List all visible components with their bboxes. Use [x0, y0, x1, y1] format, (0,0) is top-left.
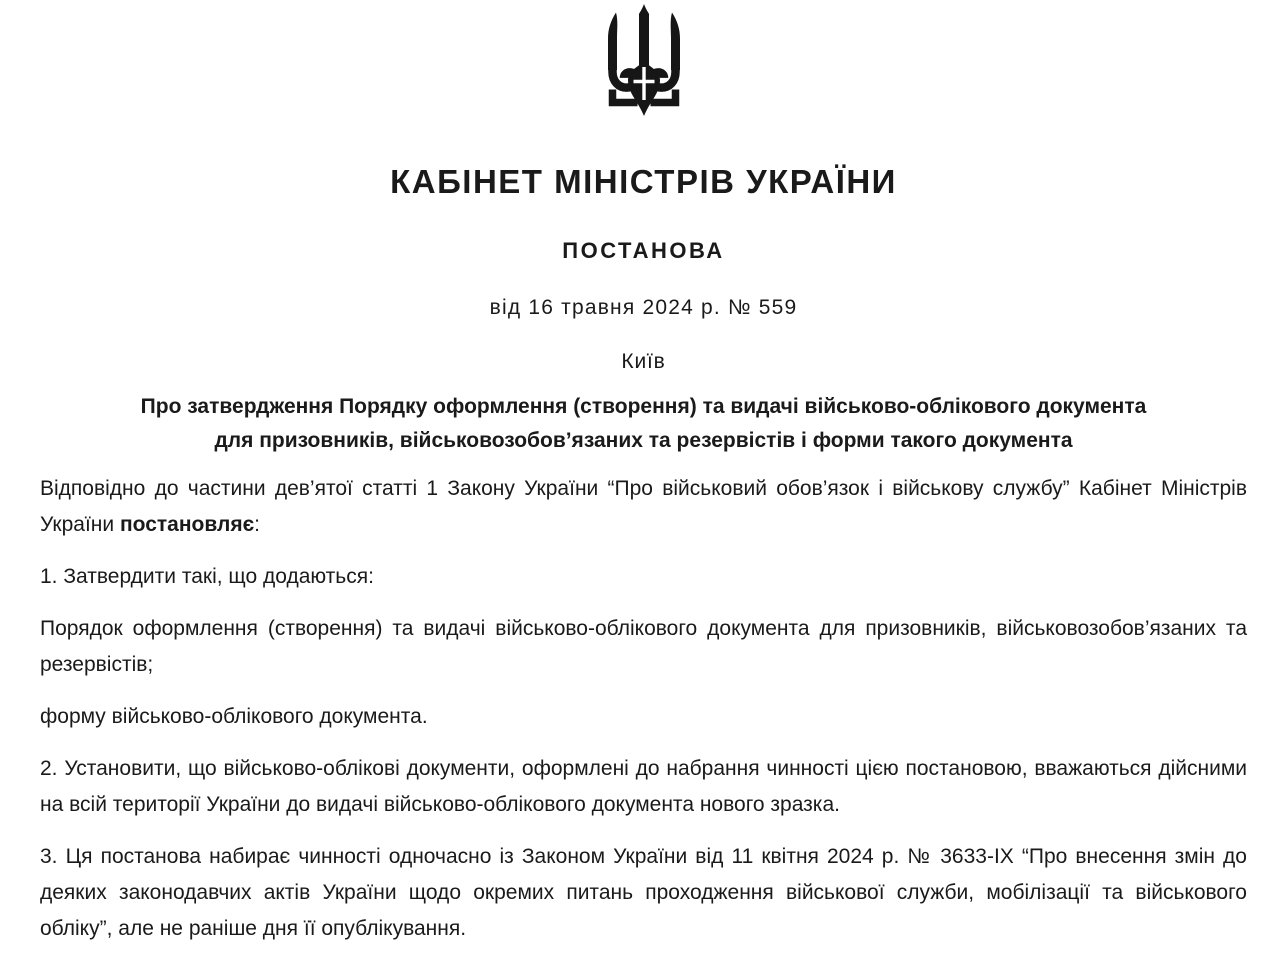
intro-text-before: Відповідно до частини дев’ятої статті 1 Закону України “Про військовий обов’язок і військову службу” Кабінет Міністрів України [40, 477, 1247, 537]
intro-text-after: : [254, 513, 261, 537]
ukraine-trident-icon [600, 4, 688, 134]
paragraph-intro [40, 471, 1247, 543]
document-header [40, 4, 1247, 458]
document-title: Про затвердження Порядку оформлення (створення) та видачі військово-облікового документа для призовників, військовозобов’язаних та резервістів і форми такого документа [140, 395, 1147, 453]
paragraph-item-2: 2. Установити, що військово-облікові документи, оформлені до набрання чинності цією постановою, вважаються дійсними на всій території України до видачі військово-облікового документа нового зразка. [40, 757, 1247, 817]
intro-bold-word: постановляє [119, 513, 255, 537]
city-line: Київ [621, 350, 666, 374]
paragraph-item-1b: форму військово-облікового документа. [40, 705, 428, 729]
org-name-heading: КАБІНЕТ МІНІСТРІВ УКРАЇНИ [390, 163, 897, 200]
doc-type-heading: ПОСТАНОВА [562, 237, 725, 263]
paragraph-item-1: 1. Затвердити такі, що додаються: [40, 565, 374, 589]
paragraph-item-3: 3. Ця постанова набирає чинності одночасно із Законом України від 11 квітня 2024 р. № 3633-IX “Про внесення змін до деяких законодавчих актів України щодо окремих питань проходження військової служби, мобілізації та військового обліку”, але не раніше дня її опублікування. [40, 845, 1247, 941]
paragraph-item-1a: Порядок оформлення (створення) та видачі військово-облікового документа для призовників, військовозобов’язаних та резервістів; [40, 617, 1247, 677]
date-number-line: від 16 травня 2024 р. № 559 [489, 295, 798, 319]
document-body [40, 471, 1247, 947]
